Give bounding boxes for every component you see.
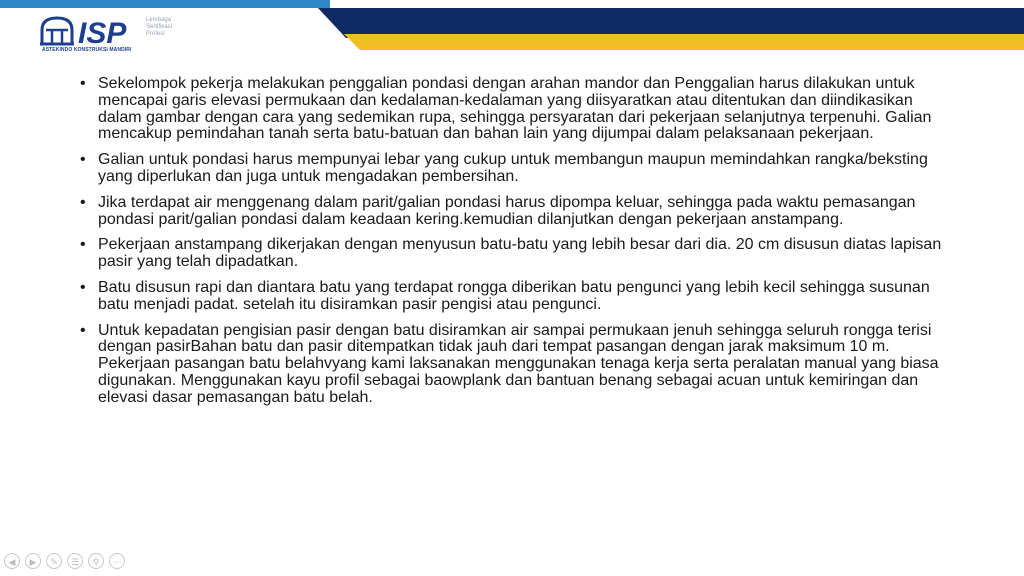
lsp-logo-mark — [40, 14, 144, 46]
previous-slide-icon[interactable]: ◀ — [4, 553, 20, 569]
header-band-yellow — [344, 34, 1024, 50]
logo-mark-text: ISP — [78, 17, 127, 46]
bullet-item — [78, 323, 958, 407]
bullet-text: Batu disusun rapi dan diantara batu yang terdapat rongga diberikan batu pengunci yang lebih kecil sehingga susunan batu menjadi padat. setelah itu disiramkan pasir pengisi atau pengunci. — [98, 278, 930, 313]
bullet-item — [78, 237, 958, 271]
logo-side-line: Sertifikasi — [146, 24, 173, 30]
bullet-dot: • — [80, 236, 86, 254]
bullet-text: Untuk kepadatan pengisian pasir dengan batu disiramkan air sampai permukaan jenuh sehingga seluruh rongga terisi dengan pasirBahan batu dan pasir ditempatkan tidak jauh dari tempat pasangan dengan jarak maksimum 10 m. Pekerjaan pasangan batu belahvyang kami laksanakan menggunakan tenaga kerja serta peralatan manual yang biasa digunakan. Menggunakan kayu profil sebagai baowplank dan bantuan benang sebagai acuan untuk kemiringan dan elevasi dasar pemasangan batu belah. — [98, 321, 939, 406]
bullet-item — [78, 195, 958, 229]
bullet-item — [78, 76, 958, 143]
next-slide-icon[interactable]: ▶ — [25, 553, 41, 569]
bullet-text: Jika terdapat air menggenang dalam parit/galian pondasi harus dipompa keluar, sehingga pada waktu pemasangan pondasi parit/galian pondasi dalam keadaan kering.kemudian dilanjutkan dengan pekerjaan anstampang. — [98, 193, 916, 228]
bullet-text: Pekerjaan anstampang dikerjakan dengan menyusun batu-batu yang lebih besar dari dia. 20 cm disusun diatas lapisan pasir yang telah dipadatkan. — [98, 236, 942, 271]
logo-subtitle: ASTEKINDO KONSTRUKSI MANDIRI — [42, 47, 132, 53]
bullet-text: Sekelompok pekerja melakukan penggalian pondasi dengan arahan mandor dan Penggalian harus dilakukan untuk mencapai garis elevasi permukaan dan kedalaman-kedalaman yang diisyaratkan atau ditentukan dan diindikasikan dalam gambar dengan cara yang sedemikan rupa, sehingga persyaratan dari pekerjaan selanjutnya terpenuhi. Galian mencakup pemindahan tanah serta batu-batuan dan bahan lain yang dijumpai dalam pelaksanaan pekerjaan. — [98, 75, 932, 143]
slide-body — [78, 76, 958, 416]
bullet-item — [78, 152, 958, 186]
logo-side-line: Lembaga — [146, 17, 172, 23]
slide-nav-toolbar — [4, 553, 125, 569]
bullet-dot: • — [80, 151, 86, 169]
lsp-logo — [40, 14, 190, 56]
bullet-dot: • — [80, 75, 86, 92]
logo-side-line: Profesi — [146, 31, 165, 37]
header-band-blue — [0, 0, 330, 8]
pen-icon[interactable]: ✎ — [46, 553, 62, 569]
bullet-dot: • — [80, 278, 86, 296]
header-band-navy — [318, 8, 1024, 38]
bullet-dot: • — [80, 193, 86, 211]
menu-icon[interactable]: ☰ — [67, 553, 83, 569]
bullet-dot: • — [80, 321, 86, 339]
more-options-icon[interactable]: ⋯ — [109, 553, 125, 569]
bullet-text: Galian untuk pondasi harus mempunyai lebar yang cukup untuk membangun maupun memindahkan rangka/beksting yang diperlukan dan juga untuk mengadakan pembersihan. — [98, 151, 928, 185]
zoom-icon[interactable]: ⚲ — [88, 553, 104, 569]
logo-side-text — [146, 17, 172, 38]
bullet-list — [78, 76, 958, 407]
bullet-item — [78, 280, 958, 314]
